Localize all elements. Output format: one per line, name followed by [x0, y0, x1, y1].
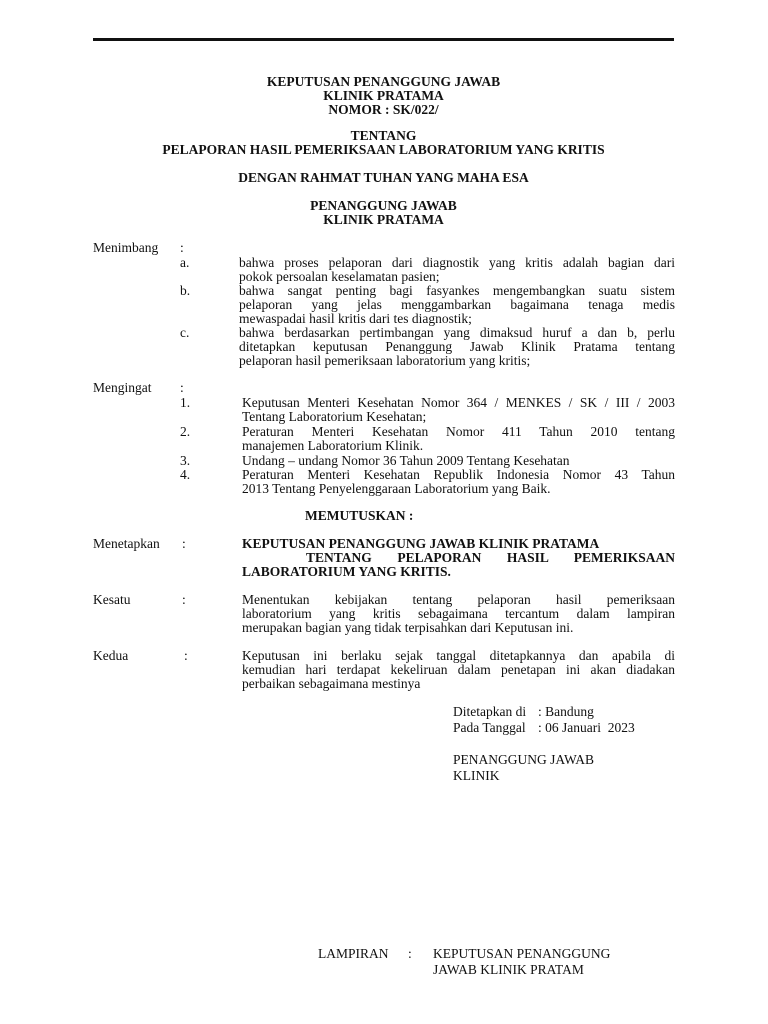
mengingat-4-line2: 2013 Tentang Penyelenggaraan Laboratorium yang Baik.	[242, 481, 551, 496]
menimbang-c-line3: pelaporan hasil pemeriksaan laboratorium yang kritis;	[239, 353, 531, 368]
kedua-line2: kemudian hari terdapat kekeliruan dalam penetapan ini akan diadakan	[242, 662, 675, 677]
top-rule	[93, 38, 674, 41]
menetapkan-line3: LABORATORIUM YANG KRITIS.	[242, 564, 451, 579]
mengingat-mark-3: 3.	[180, 453, 191, 468]
authority-line2: KLINIK PRATAMA	[323, 212, 444, 227]
authority-line1: PENANGGUNG JAWAB	[310, 198, 457, 213]
lampiran-colon: :	[408, 946, 412, 961]
menimbang-mark-a: a.	[180, 255, 190, 270]
mengingat-1-line1: Keputusan Menteri Kesehatan Nomor 364 / MENKES / SK / III / 2003	[242, 395, 675, 410]
mengingat-4-line1: Peraturan Menteri Kesehatan Republik Indonesia Nomor 43 Tahun	[242, 467, 675, 482]
kesatu-line2: laboratorium yang kritis sebagaimana tercantum dalam lampiran	[242, 606, 675, 621]
kedua-line1: Keputusan ini berlaku sejak tanggal ditetapkannya dan apabila di	[242, 648, 675, 663]
menimbang-b-line1: bahwa sangat penting bagi fasyankes mengembangkan suatu sistem	[239, 283, 675, 298]
memutuskan-heading: MEMUTUSKAN :	[305, 508, 414, 523]
kesatu-label: Kesatu	[93, 592, 131, 607]
menimbang-c-line2: ditetapkan keputusan Penanggung Jawab Klinik Pratama tentang	[239, 339, 675, 354]
subject-title: PELAPORAN HASIL PEMERIKSAAN LABORATORIUM YANG KRITIS	[162, 142, 605, 157]
mengingat-mark-2: 2.	[180, 424, 191, 439]
signatory-title-line1: PENANGGUNG JAWAB	[453, 752, 595, 767]
menetapkan-colon: :	[182, 536, 186, 551]
lampiran-line1: KEPUTUSAN PENANGGUNG	[433, 946, 611, 961]
kesatu-colon: :	[182, 592, 186, 607]
mengingat-2-line2: manajemen Laboratorium Klinik.	[242, 438, 424, 453]
lampiran-line2: JAWAB KLINIK PRATAM	[433, 962, 584, 977]
menimbang-c-line1: bahwa berdasarkan pertimbangan yang dimaksud huruf a dan b, perlu	[239, 325, 675, 340]
menetapkan-line1: KEPUTUSAN PENANGGUNG JAWAB KLINIK PRATAMA	[242, 536, 600, 551]
signatory-title-line2: KLINIK	[453, 768, 500, 783]
menimbang-a-line1: bahwa proses pelaporan dari diagnostik yang kritis adalah bagian dari	[239, 255, 675, 270]
date-label: Pada Tanggal	[453, 720, 526, 735]
kesatu-line1: Menentukan kebijakan tentang pelaporan hasil pemeriksaan	[242, 592, 675, 607]
invocation: DENGAN RAHMAT TUHAN YANG MAHA ESA	[238, 170, 529, 185]
menimbang-a-line2: pokok persoalan keselamatan pasien;	[239, 269, 440, 284]
doc-title-line1: KEPUTUSAN PENANGGUNG JAWAB	[266, 74, 501, 89]
mengingat-mark-1: 1.	[180, 395, 191, 410]
menimbang-mark-c: c.	[180, 325, 190, 340]
kedua-label: Kedua	[93, 648, 129, 663]
menimbang-b-line2: pelaporan yang jelas menggambarkan bagaimana tenaga medis	[239, 297, 675, 312]
mengingat-mark-4: 4.	[180, 467, 191, 482]
subject-tentang: TENTANG	[350, 128, 417, 143]
mengingat-2-line1: Peraturan Menteri Kesehatan Nomor 411 Tahun 2010 tentang	[242, 424, 675, 439]
place-label: Ditetapkan di	[453, 704, 527, 719]
menimbang-colon: :	[180, 240, 184, 255]
mengingat-label: Mengingat	[93, 380, 152, 395]
kedua-line3: perbaikan sebagaimana mestinya	[242, 676, 421, 691]
menetapkan-label: Menetapkan	[93, 536, 160, 551]
mengingat-3-line1: Undang – undang Nomor 36 Tahun 2009 Tentang Kesehatan	[242, 453, 570, 468]
lampiran-label: LAMPIRAN	[318, 946, 389, 961]
date-value: : 06 Januari 2023	[538, 720, 635, 735]
kesatu-line3: merupakan bagian yang tidak terpisahkan dari Keputusan ini.	[242, 620, 574, 635]
menetapkan-line2: TENTANG PELAPORAN HASIL PEMERIKSAAN	[306, 550, 675, 565]
doc-title-line2: KLINIK PRATAMA	[323, 88, 444, 103]
menimbang-b-line3: mewaspadai hasil kritis dari tes diagnostik;	[239, 311, 472, 326]
mengingat-colon: :	[180, 380, 184, 395]
menimbang-label: Menimbang	[93, 240, 159, 255]
mengingat-1-line2: Tentang Laboratorium Kesehatan;	[242, 409, 427, 424]
place-value: : Bandung	[538, 704, 594, 719]
kedua-colon: :	[184, 648, 188, 663]
doc-number: NOMOR : SK/022/	[328, 102, 439, 117]
menimbang-mark-b: b.	[180, 283, 191, 298]
